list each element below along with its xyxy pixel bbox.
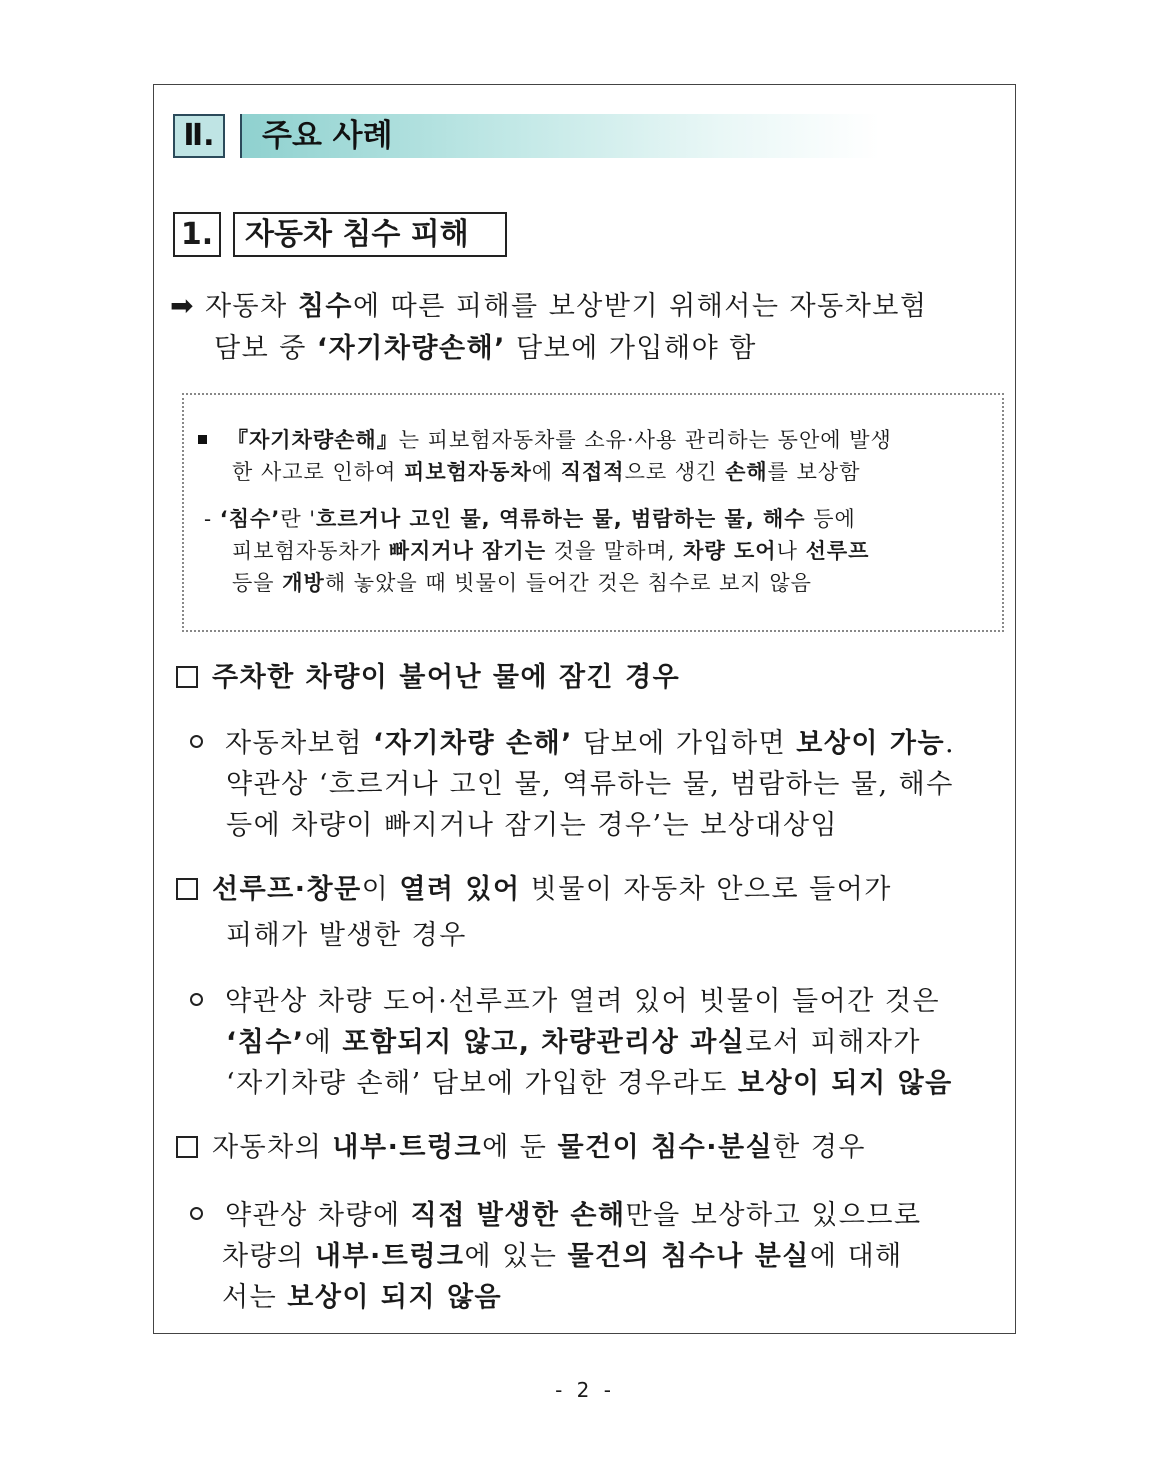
case2-line-2: ‘침수’에 포함되지 않고, 차량관리상 과실로서 피해자가 bbox=[226, 1027, 921, 1058]
case3-line-2: 차량의 내부·트렁크에 있는 물건의 침수나 분실에 대해 bbox=[222, 1241, 903, 1272]
subsection-title: 자동차 침수 피해 bbox=[233, 212, 507, 257]
circle-bullet-icon bbox=[190, 993, 203, 1006]
case2-heading-2: 피해가 발생한 경우 bbox=[226, 920, 467, 951]
case1-heading: 주차한 차량이 불어난 물에 잠긴 경우 bbox=[176, 656, 680, 700]
section-number: Ⅱ. bbox=[173, 114, 225, 158]
case2-line-3: ‘자기차량 손해’ 담보에 가입한 경우라도 보상이 되지 않음 bbox=[226, 1068, 953, 1099]
page-number: - 2 - bbox=[555, 1378, 615, 1402]
case1-line-2: 약관상 ‘흐르거나 고인 물, 역류하는 물, 범람하는 물, 해수 bbox=[226, 769, 954, 800]
checkbox-square-icon bbox=[176, 878, 198, 900]
checkbox-square-icon bbox=[176, 666, 198, 688]
square-bullet-icon bbox=[198, 435, 207, 444]
arrow-right-icon: ➡ bbox=[170, 289, 195, 322]
section-title: 주요 사례 bbox=[240, 114, 880, 158]
circle-bullet-icon bbox=[190, 1207, 203, 1220]
note-line-2: 한 사고로 인하여 피보험자동차에 직접적으로 생긴 손해를 보상함 bbox=[232, 460, 861, 484]
note-line-4: 피보험자동차가 빠지거나 잠기는 것을 말하며, 차량 도어나 선루프 bbox=[232, 539, 870, 563]
case2-line-1: 약관상 차량 도어·선루프가 열려 있어 빗물이 들어간 것은 bbox=[190, 980, 940, 1024]
subsection-number: 1. bbox=[173, 212, 221, 257]
note-line-1: 『자기차량손해』는 피보험자동차를 소유·사용 관리하는 동안에 발생 bbox=[198, 424, 892, 456]
case1-line-1: 자동차보험 ‘자기차량 손해’ 담보에 가입하면 보상이 가능. bbox=[190, 722, 955, 766]
case2-heading-1: 선루프·창문이 열려 있어 빗물이 자동차 안으로 들어가 bbox=[176, 868, 892, 912]
note-line-3: - ‘침수’란 '흐르거나 고인 물, 역류하는 물, 범람하는 물, 해수 등에 bbox=[204, 507, 856, 531]
note-line-5: 등을 개방해 놓았을 때 빗물이 들어간 것은 침수로 보지 않음 bbox=[232, 571, 812, 595]
intro-line-2: 담보 중 ‘자기차량손해’ 담보에 가입해야 함 bbox=[214, 333, 757, 364]
case3-line-1: 약관상 차량에 직접 발생한 손해만을 보상하고 있으므로 bbox=[190, 1194, 922, 1238]
case3-line-3: 서는 보상이 되지 않음 bbox=[222, 1282, 503, 1313]
case1-line-3: 등에 차량이 빠지거나 잠기는 경우’는 보상대상임 bbox=[226, 810, 839, 841]
case3-heading: 자동차의 내부·트렁크에 둔 물건이 침수·분실한 경우 bbox=[176, 1126, 866, 1170]
checkbox-square-icon bbox=[176, 1136, 198, 1158]
circle-bullet-icon bbox=[190, 735, 203, 748]
intro-line-1: ➡ 자동차 침수에 따른 피해를 보상받기 위해서는 자동차보험 bbox=[170, 289, 928, 322]
